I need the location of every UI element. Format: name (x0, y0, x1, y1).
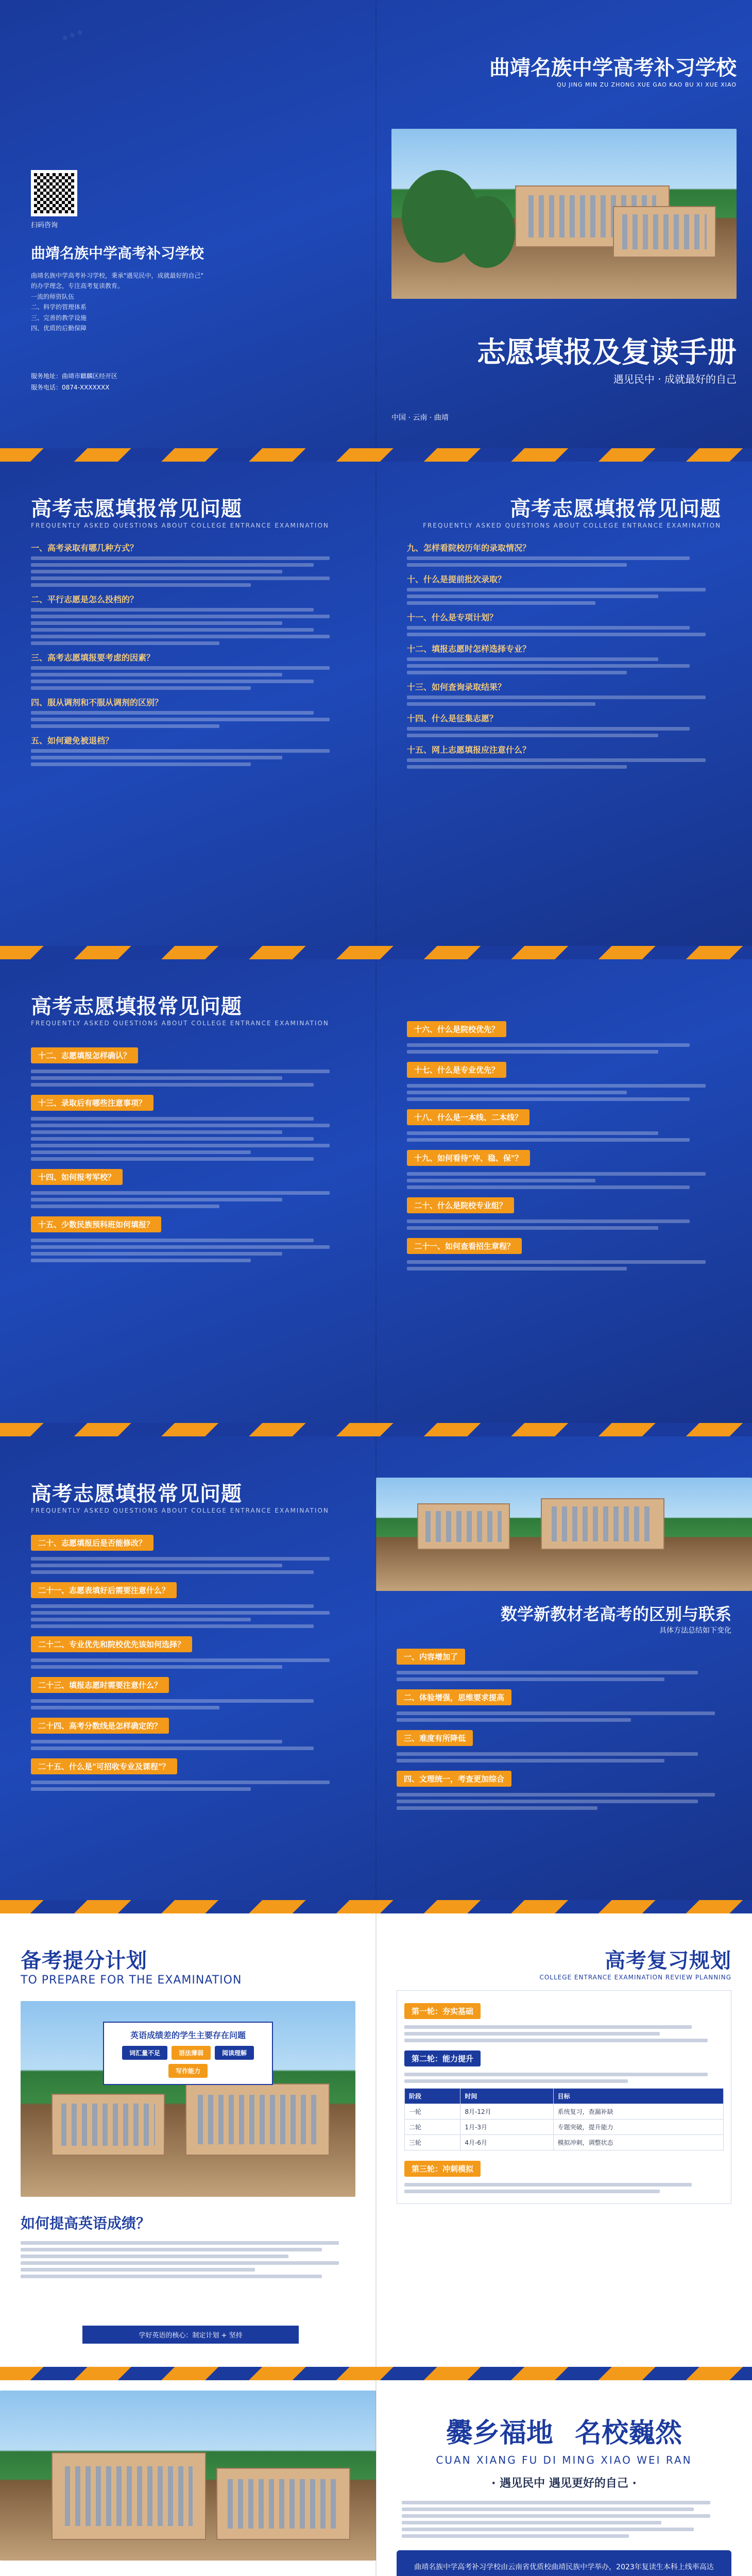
table-cell: 三轮 (405, 2135, 460, 2150)
school-building-photo (0, 2391, 376, 2561)
english-problem-title: 英语成绩差的学生主要存在问题 (130, 2030, 246, 2040)
table-cell: 专题突破，提升能力 (553, 2120, 723, 2135)
brand-title (397, 2411, 731, 2450)
slogan: 遇见民中 · 成就最好的自己 (613, 373, 737, 385)
how-improve-title: 如何提高英语成绩？ (21, 2215, 151, 2232)
faq-question-pill: 二十一、志愿表填好后需要注意什么？ (31, 1582, 177, 1598)
problem-tag: 写作能力 (168, 2064, 208, 2078)
math-title: 数学新教材老高考的区别与联系 (500, 1604, 731, 1624)
review-panel (376, 1913, 752, 2367)
plan-spread (0, 1913, 752, 2367)
intro-line: 二、科学的管理体系 (31, 303, 87, 311)
city-photo (376, 1478, 752, 1591)
address-value: 曲靖市麒麟区经开区 (62, 372, 118, 380)
faq-question-pill: 二十二、专业优先和院校优先该如何选择？ (31, 1636, 192, 1652)
fold-line (375, 462, 377, 946)
review-round: 第一轮：夯实基础 (404, 2003, 481, 2019)
review-round: 第二轮：能力提升 (404, 2050, 481, 2066)
math-point: 四、文理统一，考查更加综合 (397, 1771, 511, 1787)
fold-line (375, 2380, 377, 2576)
problem-tag: 语法薄弱 (172, 2046, 211, 2060)
cover-school-name: 曲靖名族中学高考补习学校 (489, 56, 737, 80)
plan-left (0, 1913, 376, 2367)
front-cover (376, 0, 752, 448)
cover-school-pinyin: QU JING MIN ZU ZHONG XUE GAO KAO BU XI XUE XIAO (557, 81, 737, 88)
stripe-divider (0, 2367, 752, 2380)
faq3-left (0, 1436, 376, 1900)
faq-question: 十五、网上志愿填报应注意什么？ (407, 745, 531, 755)
faq-question-pill: 十九、如何看待"冲、稳、保"？ (407, 1150, 530, 1166)
faq1-subtitle: FREQUENTLY ASKED QUESTIONS ABOUT COLLEGE ENTRANCE EXAMINATION (31, 522, 329, 529)
stripe-divider (0, 1900, 752, 1913)
math-point: 一、内容增加了 (397, 1649, 465, 1665)
cta-box: 曲靖名族中学高考补习学校由云南省优质校曲靖民族中学举办，2023年复读生本科上线率高达 (397, 2550, 731, 2576)
faq3-title: 高考志愿填报常见问题 (31, 1482, 242, 1506)
plan-subtitle: TO PREPARE FOR THE EXAMINATION (21, 1974, 242, 1987)
review-subtitle: COLLEGE ENTRANCE EXAMINATION REVIEW PLANNING (539, 1974, 731, 1981)
faq-question: 十一、什么是专项计划？ (407, 613, 498, 622)
fold-line (375, 959, 377, 1423)
faq-question: 十三、如何查询录取结果？ (407, 682, 506, 692)
intro-line: 一流的师资队伍 (31, 293, 75, 300)
faq-question-pill: 二十、志愿填报后是否能修改？ (31, 1535, 153, 1551)
footer-note: 学好英语的核心：制定计划 + 坚持 (82, 2326, 299, 2344)
faq-question-pill: 十四、如何报考军校？ (31, 1169, 123, 1185)
table-header: 时间 (460, 2089, 553, 2104)
faq-question-pill: 二十三、填报志愿时需要注意什么？ (31, 1677, 169, 1693)
faq-question: 十、什么是提前批次录取？ (407, 574, 506, 584)
faq2-title: 高考志愿填报常见问题 (31, 995, 242, 1019)
faq1-right (376, 462, 752, 946)
faq-question-pill: 二十一、如何查看招生章程？ (407, 1238, 522, 1254)
chem-left (0, 2380, 376, 2576)
location: 中国 · 云南 · 曲靖 (391, 414, 449, 422)
faq-question-pill: 十六、什么是院校优先？ (407, 1021, 506, 1037)
review-table (404, 2088, 724, 2150)
problem-tag: 词汇量不足 (122, 2046, 167, 2060)
address-label: 服务地址 (31, 372, 56, 380)
intro-line: 三、完善的教学设施 (31, 314, 87, 321)
handbook-title: 志愿填报及复读手册 (477, 336, 737, 369)
table-cell: 二轮 (405, 2120, 460, 2135)
faq1-left (0, 462, 376, 946)
brand-pinyin: CUAN XIANG FU DI MING XIAO WEI RAN (436, 2454, 692, 2466)
faq-question-pill: 十三、录取后有哪些注意事项？ (31, 1095, 153, 1111)
faq-question-pill: 十二、志愿填报怎样确认？ (31, 1047, 138, 1063)
brand-title-a: 爨乡福地 (446, 2418, 553, 2449)
fold-line (375, 1436, 377, 1900)
faq-question-pill: 二十四、高考分数线是怎样确定的？ (31, 1718, 169, 1734)
table-row (405, 2135, 724, 2150)
english-problem-card (103, 2022, 273, 2085)
problem-tag: 阅读理解 (215, 2046, 254, 2060)
brand-panel (376, 2380, 752, 2576)
faq2-spread (0, 959, 752, 1423)
table-row (405, 2120, 724, 2135)
faq1-title: 高考志愿填报常见问题 (31, 497, 242, 521)
qr-code[interactable] (31, 170, 77, 216)
phone-label: 服务电话 (31, 383, 56, 391)
table-row (405, 2104, 724, 2120)
contact-block: 服务地址：曲靖市麒麟区经开区 服务电话：0874-XXXXXXX (31, 372, 118, 391)
faq-question-pill: 十八、什么是一本线、二本线？ (407, 1109, 529, 1125)
intro-line: 曲靖名族中学高考补习学校，秉承"遇见民中，成就最好的自己" (31, 272, 204, 279)
phone-value: 0874-XXXXXXX (62, 383, 110, 391)
chem-spread (0, 2380, 752, 2576)
table-cell: 一轮 (405, 2104, 460, 2120)
faq-question-pill: 十七、什么是专业优先？ (407, 1062, 506, 1078)
table-cell: 系统复习，查漏补缺 (553, 2104, 723, 2120)
table-cell: 8月-12月 (460, 2104, 553, 2120)
table-cell: 模拟冲刺，调整状态 (553, 2135, 723, 2150)
faq3-subtitle: FREQUENTLY ASKED QUESTIONS ABOUT COLLEGE ENTRANCE EXAMINATION (31, 1507, 329, 1514)
faq3-spread (0, 1436, 752, 1900)
intro-list (31, 270, 340, 333)
campus-photo (391, 129, 737, 299)
math-point: 三、难度有所降低 (397, 1730, 473, 1746)
faq-question-pill: 二十五、什么是"可招收专业及课程"？ (31, 1758, 177, 1774)
how-improve-lines (21, 2238, 355, 2281)
faq-question-pill: 十五、少数民族预科班如何填报？ (31, 1216, 161, 1232)
table-header: 阶段 (405, 2089, 460, 2104)
intro-line: 四、优质的后勤保障 (31, 324, 87, 332)
faq-question: 一、高考录取有哪几种方式？ (31, 543, 139, 553)
cover-spread: ◆ ◆ ◆ 扫码咨询 曲靖名族中学高考补习学校 曲靖名族中学高考补习学校，秉承"遇见民中，成就最好的自己" 的办学理念，专注高考复读教育。 一流的师资队伍 二、科学的管理体系 三、完善的教学设施 四、优质的后勤保障 服务地址：曲靖市麒麟区经开区 服务电话：0874-XXXXXXX 曲靖名族中学高考补习学校 QU JING MIN ZU ZHONG XUE GAO KAO BU XI XUE XIAO 志愿填报及复读手册 遇见民中 · 成就最好的自己 中国 · 云南 · 曲靖 (0, 0, 752, 448)
faq-question: 十四、什么是征集志愿？ (407, 714, 498, 723)
review-round: 第三轮：冲刺模拟 (404, 2161, 481, 2177)
plan-title: 备考提分计划 (21, 1949, 147, 1973)
faq-question: 五、如何避免被退档？ (31, 736, 114, 745)
faq-question-pill: 二十、什么是院校专业组？ (407, 1197, 514, 1213)
brand-slogan: · 遇见民中 遇见更好的自己 · (491, 2477, 637, 2490)
math-panel (376, 1436, 752, 1900)
table-header: 目标 (553, 2089, 723, 2104)
faq-question: 二、平行志愿是怎么投档的？ (31, 595, 139, 604)
faq1-spread (0, 462, 752, 946)
fold-line (375, 0, 377, 448)
stripe-divider (0, 946, 752, 959)
math-point: 二、体验增强，思维要求提高 (397, 1689, 511, 1705)
back-cover (0, 0, 376, 448)
table-cell: 4月-6月 (460, 2135, 553, 2150)
math-sub: 具体方法总结如下变化 (659, 1626, 731, 1635)
faq-question: 十二、填报志愿时怎样选择专业？ (407, 644, 531, 654)
stripe-divider (0, 1423, 752, 1436)
faq1-title-right: 高考志愿填报常见问题 (510, 497, 721, 521)
table-cell: 1月-3月 (460, 2120, 553, 2135)
fold-line (375, 1913, 377, 2367)
scan-label: 扫码咨询 (31, 222, 58, 229)
stripe-divider (0, 448, 752, 462)
review-rounds (397, 1990, 731, 2204)
back-school-name: 曲靖名族中学高考补习学校 (31, 245, 204, 262)
faq2-subtitle: FREQUENTLY ASKED QUESTIONS ABOUT COLLEGE ENTRANCE EXAMINATION (31, 1020, 329, 1027)
faq1-subtitle-right: FREQUENTLY ASKED QUESTIONS ABOUT COLLEGE ENTRANCE EXAMINATION (423, 522, 721, 529)
intro-line: 的办学理念，专注高考复读教育。 (31, 282, 124, 290)
faq-question: 四、服从调剂和不服从调剂的区别？ (31, 698, 163, 707)
faq-question: 九、怎样看院校历年的录取情况？ (407, 543, 531, 553)
review-title: 高考复习规划 (605, 1949, 731, 1973)
faq-question: 三、高考志愿填报要考虑的因素？ (31, 653, 155, 663)
faq2-left (0, 959, 376, 1423)
brand-title-b: 名校巍然 (575, 2418, 682, 2449)
faq2-right (376, 959, 752, 1423)
